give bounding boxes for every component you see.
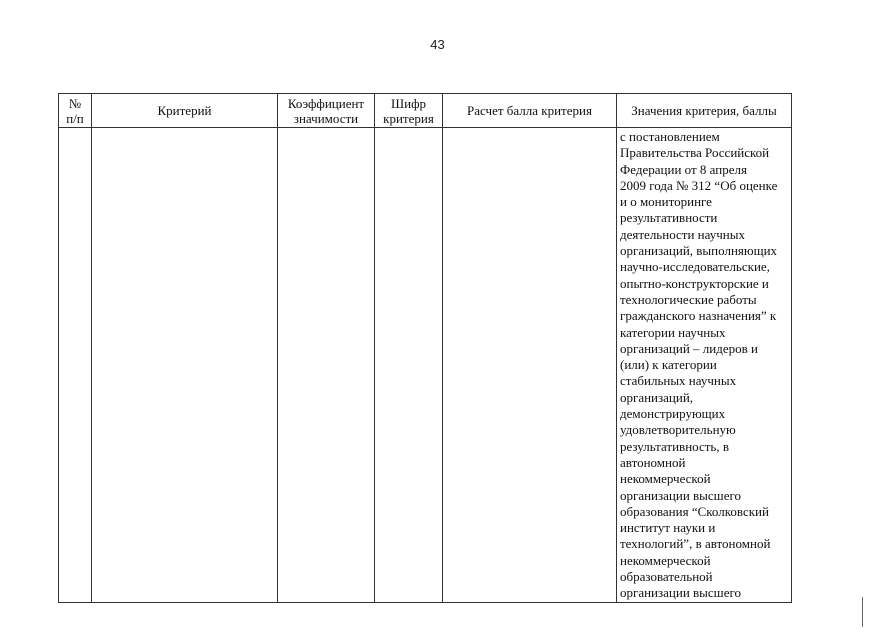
cell-coefficient bbox=[278, 128, 375, 603]
values-line: технологические работы bbox=[620, 291, 757, 307]
values-line: научно-исследовательские, bbox=[620, 259, 770, 275]
values-text bbox=[617, 128, 791, 602]
values-line: опытно-конструкторские и bbox=[620, 275, 769, 291]
values-line: организации высшего bbox=[620, 487, 741, 503]
values-line: результативность, в bbox=[620, 438, 729, 454]
values-line: с постановлением bbox=[620, 129, 720, 144]
cell-values bbox=[617, 128, 792, 603]
values-line: организаций – лидеров и bbox=[620, 340, 758, 356]
values-line: деятельности научных bbox=[620, 226, 745, 242]
values-line: организаций, bbox=[620, 389, 694, 405]
header-criterion: Критерий bbox=[92, 94, 278, 128]
values-line: гражданского назначения” к bbox=[620, 308, 777, 324]
values-line: удовлетворительную bbox=[620, 422, 736, 438]
values-line: автономной bbox=[620, 454, 686, 470]
header-num bbox=[59, 94, 92, 128]
values-line: некоммерческой bbox=[620, 471, 711, 487]
values-line: (или) к категории bbox=[620, 357, 717, 373]
header-cipher bbox=[375, 94, 443, 128]
values-line: стабильных научных bbox=[620, 373, 737, 389]
values-line: и о мониторинге bbox=[620, 194, 712, 210]
scan-edge-mark bbox=[862, 597, 863, 627]
values-line: некоммерческой bbox=[620, 552, 711, 568]
header-cipher-line-2: критерия bbox=[383, 110, 434, 126]
header-values: Значения критерия, баллы bbox=[617, 94, 792, 128]
values-line: организации высшего bbox=[620, 585, 741, 601]
cell-num bbox=[59, 128, 92, 603]
page-number: 43 bbox=[430, 37, 445, 52]
header-calculation: Расчет балла критерия bbox=[443, 94, 617, 128]
values-line: результативности bbox=[620, 210, 718, 226]
header-coefficient bbox=[278, 94, 375, 128]
values-line: Федерации от 8 апреля bbox=[620, 161, 747, 177]
values-line: образовательной bbox=[620, 569, 713, 585]
values-line: институт науки и bbox=[620, 520, 716, 536]
header-num-line-1: № bbox=[68, 95, 82, 111]
header-cipher-line-1: Шифр bbox=[391, 95, 426, 111]
header-coefficient-line-1: Коэффициент bbox=[287, 95, 365, 111]
values-line: Правительства Российской bbox=[620, 145, 770, 161]
cell-calculation bbox=[443, 128, 617, 603]
criteria-table bbox=[58, 93, 792, 603]
cell-criterion bbox=[92, 128, 278, 603]
values-line: 2009 года № 312 “Об оценке bbox=[620, 177, 778, 193]
cell-cipher bbox=[375, 128, 443, 603]
values-line: технологий”, в автономной bbox=[620, 536, 771, 552]
values-line: организаций, выполняющих bbox=[620, 243, 778, 259]
values-line: образования “Сколковский bbox=[620, 503, 769, 519]
values-line: демонстрирующих bbox=[620, 406, 726, 422]
header-num-line-2: п/п bbox=[66, 110, 84, 126]
header-coefficient-line-2: значимости bbox=[293, 110, 359, 126]
values-line: категории научных bbox=[620, 324, 726, 340]
table-header-row bbox=[59, 94, 792, 128]
table-row bbox=[59, 128, 792, 603]
